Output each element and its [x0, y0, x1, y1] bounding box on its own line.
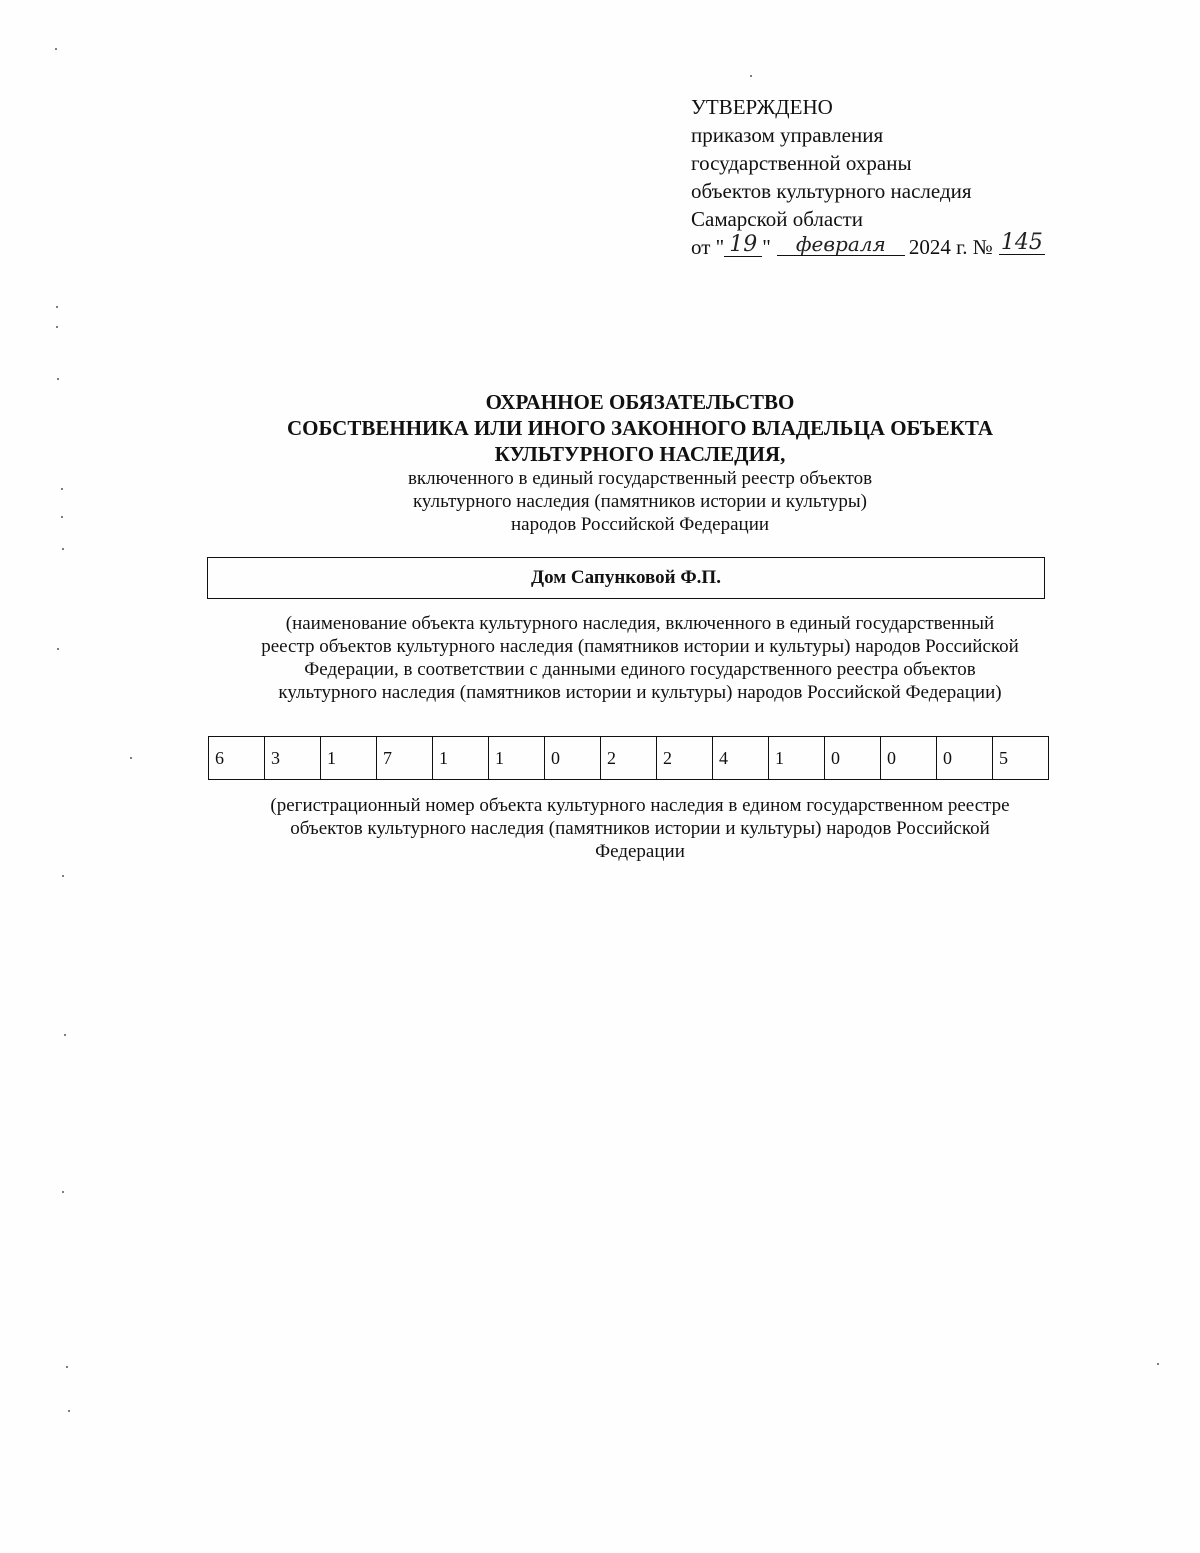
subtitle-line: включенного в единый государственный реестр объектов [407, 468, 873, 489]
reg-digit-cell: 4 [713, 737, 769, 780]
approval-line: объектов культурного наследия [691, 179, 972, 203]
approval-line: государственной охраны [691, 151, 912, 175]
reg-digit-cell: 1 [769, 737, 825, 780]
title-line: КУЛЬТУРНОГО НАСЛЕДИЯ, [494, 442, 786, 466]
approval-line: приказом управления [691, 123, 884, 147]
caption-line: Федерации [595, 841, 685, 862]
reg-digit-cell: 0 [825, 737, 881, 780]
caption-line: реестр объектов культурного наследия (памятников истории и культуры) народов Российской [261, 636, 1019, 657]
title-line: СОБСТВЕННИКА ИЛИ ИНОГО ЗАКОННОГО ВЛАДЕЛЬЦА ОБЪЕКТА [286, 416, 994, 440]
reg-digit-cell: 7 [377, 737, 433, 780]
reg-digit-cell: 1 [489, 737, 545, 780]
approval-block [691, 93, 1111, 261]
reg-digit-cell: 3 [265, 737, 321, 780]
registration-number-caption [200, 794, 1080, 863]
reg-digit-cell: 2 [657, 737, 713, 780]
object-name-caption [200, 612, 1080, 704]
approval-heading: УТВЕРЖДЕНО [691, 95, 833, 119]
caption-line: Федерации, в соответствии с данными единого государственного реестра объектов [304, 659, 976, 680]
reg-digit-cell: 1 [321, 737, 377, 780]
reg-digit-cell: 5 [993, 737, 1049, 780]
reg-digit-cell: 0 [881, 737, 937, 780]
object-name-box [207, 557, 1045, 599]
reg-digit-cell: 0 [545, 737, 601, 780]
registration-number-row [209, 737, 1049, 780]
date-prefix: от " [691, 235, 725, 259]
date-quote-close: " [762, 235, 771, 259]
caption-line: объектов культурного наследия (памятников истории и культуры) народов Российской [290, 818, 990, 839]
subtitle-line: культурного наследия (памятников истории и культуры) [412, 491, 868, 512]
object-name: Дом Сапунковой Ф.П. [531, 567, 721, 588]
subtitle-line: народов Российской Федерации [510, 514, 770, 535]
handwritten-month: февраля [777, 233, 905, 256]
caption-line: (наименование объекта культурного наследия, включенного в единый государственный [285, 613, 995, 634]
reg-digit-cell: 2 [601, 737, 657, 780]
reg-digit-cell: 6 [209, 737, 265, 780]
handwritten-order-number: 145 [1000, 230, 1043, 255]
document-title [200, 389, 1080, 536]
reg-digit-cell: 0 [937, 737, 993, 780]
date-year: 2024 г. № [908, 235, 993, 259]
title-line: ОХРАННОЕ ОБЯЗАТЕЛЬСТВО [485, 390, 795, 414]
approval-date-row [691, 230, 1111, 261]
handwritten-day: 19 [724, 234, 762, 257]
caption-line: культурного наследия (памятников истории и культуры) народов Российской Федерации) [278, 682, 1002, 703]
approval-line: Самарской области [691, 207, 863, 231]
registration-number-table [208, 736, 1049, 780]
caption-line: (регистрационный номер объекта культурного наследия в едином государственном реестре [270, 795, 1010, 816]
reg-digit-cell: 1 [433, 737, 489, 780]
